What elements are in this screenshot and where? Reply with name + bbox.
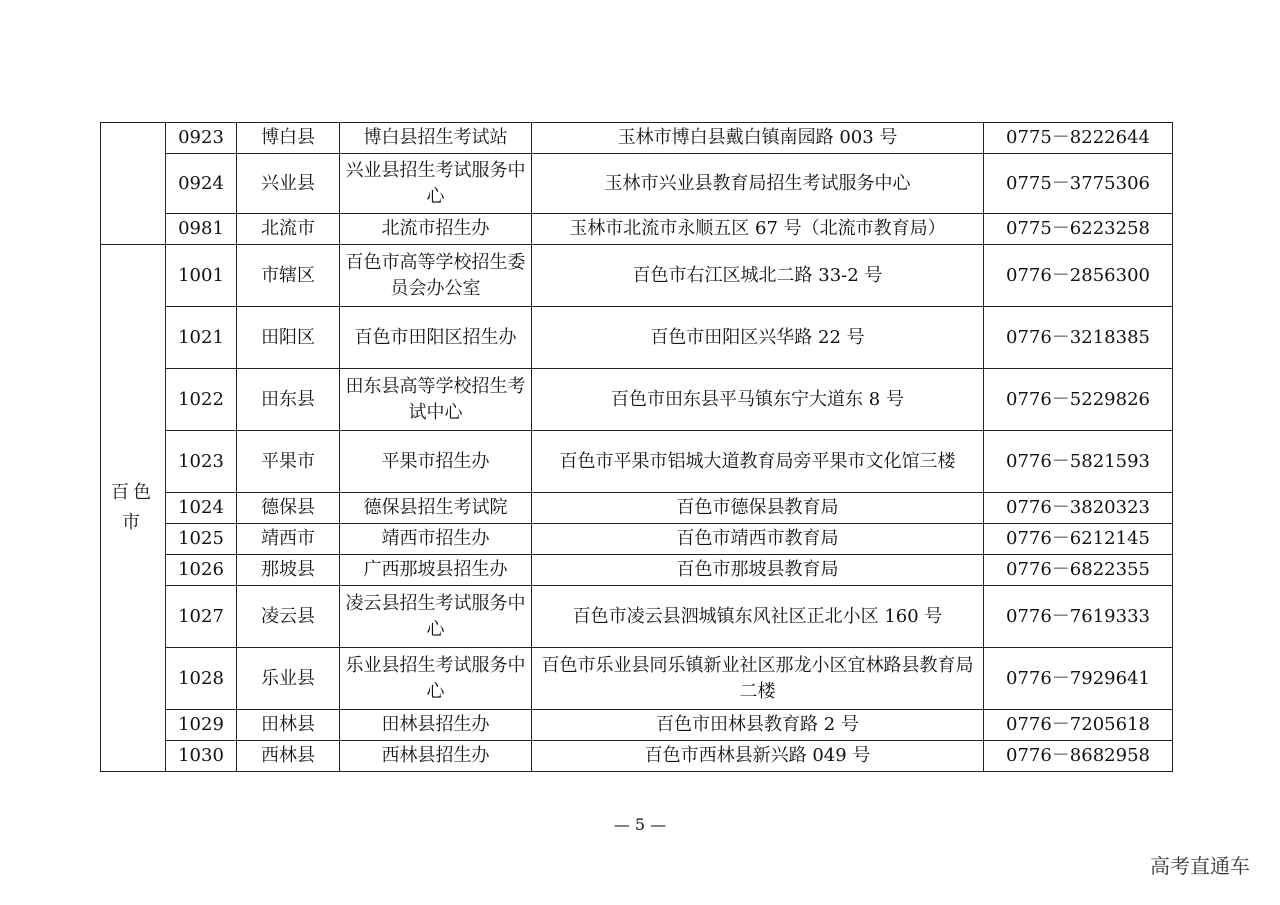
office-cell: 北流市招生办 (340, 214, 532, 245)
table-row (101, 431, 1173, 493)
county-cell: 田林县 (237, 710, 340, 741)
phone-cell: 0775－3775306 (984, 154, 1173, 214)
code-cell: 1027 (166, 586, 237, 648)
phone-cell: 0776－7205618 (984, 710, 1173, 741)
county-cell: 德保县 (237, 493, 340, 524)
office-cell: 乐业县招生考试服务中心 (340, 648, 532, 710)
county-cell: 田阳区 (237, 307, 340, 369)
office-cell: 百色市高等学校招生委员会办公室 (340, 245, 532, 307)
address-cell: 百色市那坡县教育局 (532, 555, 984, 586)
county-cell: 北流市 (237, 214, 340, 245)
address-cell: 玉林市北流市永顺五区 67 号（北流市教育局） (532, 214, 984, 245)
address-cell: 百色市田东县平马镇东宁大道东 8 号 (532, 369, 984, 431)
phone-cell: 0775－6223258 (984, 214, 1173, 245)
code-cell: 0924 (166, 154, 237, 214)
table-row (101, 586, 1173, 648)
county-cell: 市辖区 (237, 245, 340, 307)
table-row (101, 493, 1173, 524)
address-cell: 百色市平果市铝城大道教育局旁平果市文化馆三楼 (532, 431, 984, 493)
admissions-office-table (100, 122, 1173, 772)
county-cell: 兴业县 (237, 154, 340, 214)
table-row (101, 214, 1173, 245)
address-cell: 百色市田林县教育路 2 号 (532, 710, 984, 741)
county-cell: 凌云县 (237, 586, 340, 648)
code-cell: 1022 (166, 369, 237, 431)
office-cell: 德保县招生考试院 (340, 493, 532, 524)
table-row (101, 741, 1173, 772)
table-row (101, 123, 1173, 154)
code-cell: 0923 (166, 123, 237, 154)
address-cell: 百色市西林县新兴路 049 号 (532, 741, 984, 772)
code-cell: 1001 (166, 245, 237, 307)
code-cell: 1025 (166, 524, 237, 555)
office-cell: 田东县高等学校招生考试中心 (340, 369, 532, 431)
phone-cell: 0776－7929641 (984, 648, 1173, 710)
table-row (101, 307, 1173, 369)
address-cell: 百色市靖西市教育局 (532, 524, 984, 555)
county-cell: 那坡县 (237, 555, 340, 586)
office-cell: 广西那坡县招生办 (340, 555, 532, 586)
code-cell: 0981 (166, 214, 237, 245)
office-cell: 平果市招生办 (340, 431, 532, 493)
office-cell: 田林县招生办 (340, 710, 532, 741)
county-cell: 乐业县 (237, 648, 340, 710)
code-cell: 1024 (166, 493, 237, 524)
phone-cell: 0776－3218385 (984, 307, 1173, 369)
office-cell: 兴业县招生考试服务中心 (340, 154, 532, 214)
code-cell: 1021 (166, 307, 237, 369)
phone-cell: 0776－7619333 (984, 586, 1173, 648)
region-cell (101, 123, 166, 245)
county-cell: 博白县 (237, 123, 340, 154)
phone-cell: 0776－5229826 (984, 369, 1173, 431)
code-cell: 1030 (166, 741, 237, 772)
office-cell: 靖西市招生办 (340, 524, 532, 555)
code-cell: 1028 (166, 648, 237, 710)
address-cell: 百色市右江区城北二路 33-2 号 (532, 245, 984, 307)
watermark: 高考直通车 (1150, 854, 1250, 878)
office-cell: 西林县招生办 (340, 741, 532, 772)
table-row (101, 555, 1173, 586)
address-cell: 百色市田阳区兴华路 22 号 (532, 307, 984, 369)
address-cell: 百色市德保县教育局 (532, 493, 984, 524)
phone-cell: 0776－8682958 (984, 741, 1173, 772)
phone-cell: 0776－3820323 (984, 493, 1173, 524)
table-body (101, 123, 1173, 772)
county-cell: 田东县 (237, 369, 340, 431)
county-cell: 靖西市 (237, 524, 340, 555)
address-cell: 百色市凌云县泗城镇东风社区正北小区 160 号 (532, 586, 984, 648)
phone-cell: 0776－5821593 (984, 431, 1173, 493)
code-cell: 1029 (166, 710, 237, 741)
table-row (101, 369, 1173, 431)
phone-cell: 0775－8222644 (984, 123, 1173, 154)
table-row (101, 154, 1173, 214)
county-cell: 平果市 (237, 431, 340, 493)
region-cell: 百色市 (101, 245, 166, 772)
table-row (101, 648, 1173, 710)
office-cell: 博白县招生考试站 (340, 123, 532, 154)
code-cell: 1026 (166, 555, 237, 586)
phone-cell: 0776－6212145 (984, 524, 1173, 555)
office-cell: 凌云县招生考试服务中心 (340, 586, 532, 648)
address-cell: 玉林市博白县戴白镇南园路 003 号 (532, 123, 984, 154)
page-number: — 5 — (613, 815, 667, 834)
address-cell: 玉林市兴业县教育局招生考试服务中心 (532, 154, 984, 214)
table-row (101, 245, 1173, 307)
office-cell: 百色市田阳区招生办 (340, 307, 532, 369)
code-cell: 1023 (166, 431, 237, 493)
county-cell: 西林县 (237, 741, 340, 772)
table-row (101, 710, 1173, 741)
address-cell: 百色市乐业县同乐镇新业社区那龙小区宜林路县教育局二楼 (532, 648, 984, 710)
phone-cell: 0776－6822355 (984, 555, 1173, 586)
phone-cell: 0776－2856300 (984, 245, 1173, 307)
table-row (101, 524, 1173, 555)
